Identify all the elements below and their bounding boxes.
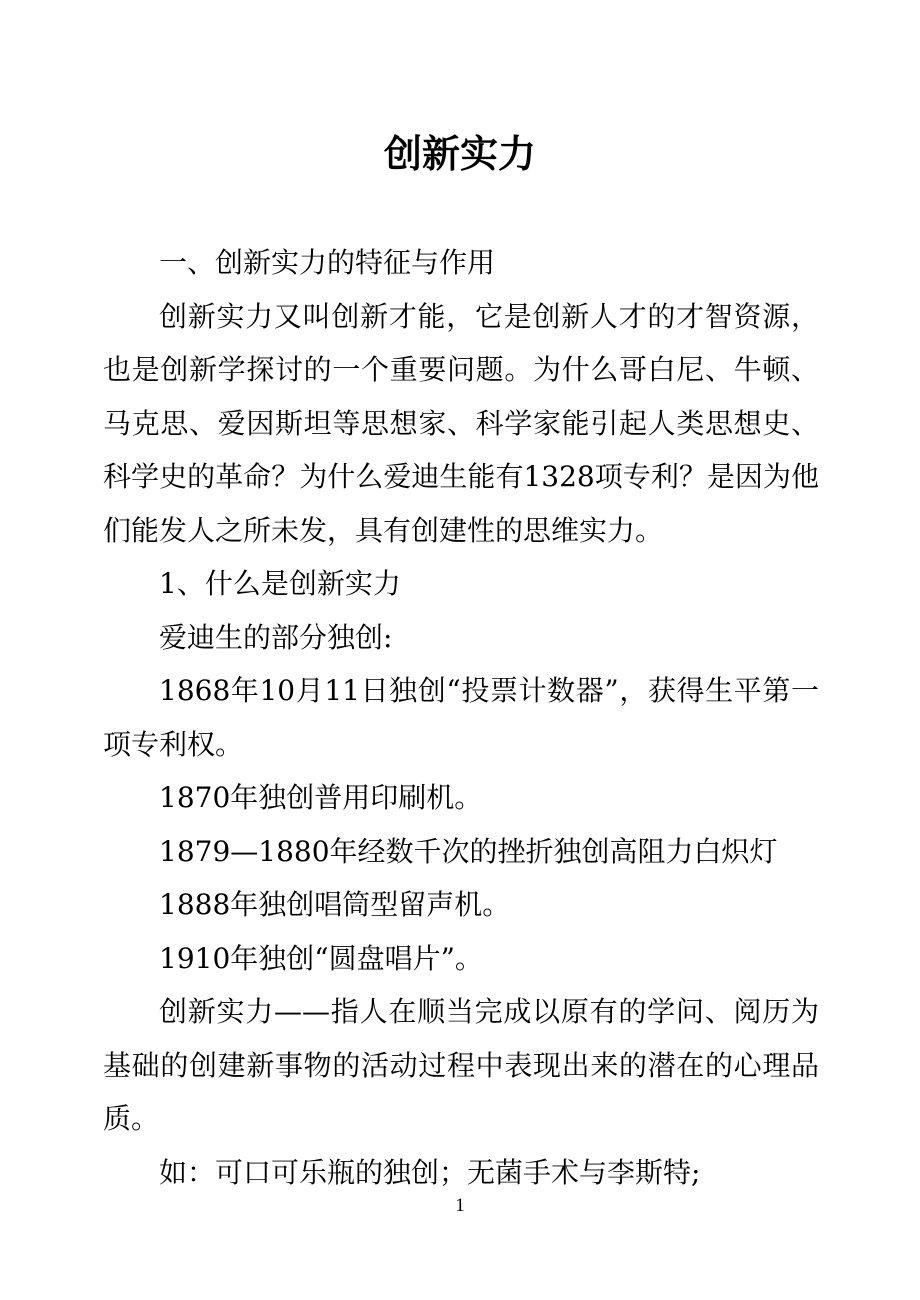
subsection-heading: 1、什么是创新实力 (159, 567, 401, 600)
paragraph-definition: 创新实力——指人在顺当完成以原有的学问、阅历为基础的创建新事物的活动过程中表现出来的潜在的心理品质。 (103, 995, 819, 1135)
page-title: 创新实力 (383, 131, 536, 176)
paragraph-invention-1888: 1888年独创唱筒型留声机。 (159, 888, 511, 921)
section-heading: 一、创新实力的特征与作用 (159, 246, 496, 279)
page-number: 1 (455, 1195, 465, 1216)
paragraph-invention-1870: 1870年独创普用印刷机。 (159, 781, 483, 814)
paragraph-intro: 创新实力又叫创新才能，它是创新人才的才智资源，也是创新学探讨的一个重要问题。为什么哥白尼、牛顿、马克思、爱因斯坦等思想家、科学家能引起人类思想史、科学史的革命？为什么爱迪生能有1328项专利？是因为他们能发人之所未发，具有创建性的思维实力。 (103, 299, 819, 547)
paragraph-examples: 如：可口可乐瓶的独创；无菌手术与李斯特; (159, 1155, 701, 1189)
paragraph-invention-1879: 1879—1880年经数千次的挫折独创高阻力白炽灯 (159, 834, 778, 868)
paragraph-invention-1868: 1868年10月11日独创“投票计数器”，获得生平第一项专利权。 (103, 674, 819, 761)
paragraph-invention-1910: 1910年独创“圆盘唱片”。 (159, 941, 483, 975)
paragraph-list-intro: 爱迪生的部分独创: (159, 620, 393, 654)
document-body (103, 236, 819, 1199)
